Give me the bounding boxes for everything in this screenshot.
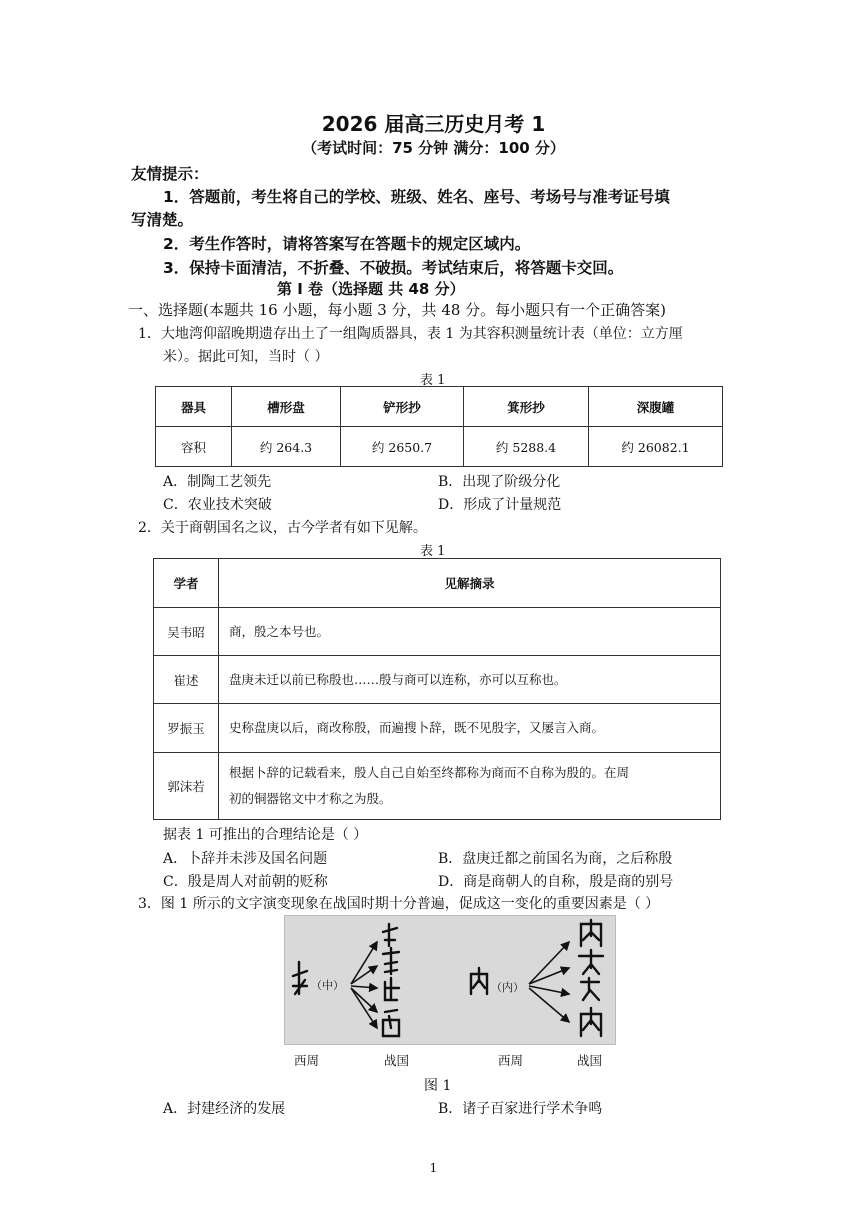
figure-label-right-from: 西周	[498, 1053, 524, 1068]
q2-header-cell: 见解摘录	[219, 559, 721, 608]
glyph-variant-3	[385, 978, 399, 1000]
q2-opinion: 盘庚未迁以前已称殷也……殷与商可以连称，亦可以互称也。	[219, 656, 721, 704]
figure-label-right-to: 战国	[577, 1053, 603, 1068]
q1-header-cell: 槽形盘	[232, 387, 341, 427]
q2-scholar-table	[153, 558, 721, 820]
q3-option-b: B．诸子百家进行学术争鸣	[438, 1101, 603, 1117]
arrows-zhong	[351, 942, 377, 1028]
glyph-variant-1	[581, 920, 601, 946]
q3-stem: 3．图 1 所示的文字演变现象在战国时期十分普遍，促成这一变化的重要因素是（ ）	[138, 896, 660, 912]
q2-opinion	[219, 753, 721, 820]
q1-value-cell: 约 2650.7	[341, 427, 464, 467]
q2-scholar-name: 郭沫若	[154, 753, 219, 820]
q1-stem-a: 1．大地湾仰韶晚期遗存出土了一组陶质器具，表 1 为其容积测量统计表（单位：立方厘	[138, 326, 683, 342]
q1-value-cell: 约 5288.4	[464, 427, 589, 467]
q3-option-a: A．封建经济的发展	[163, 1101, 286, 1117]
tip-line-1b: 写清楚。	[131, 211, 194, 229]
figure-caption: 图 1	[424, 1078, 452, 1094]
q1-value-cell: 约 264.3	[232, 427, 341, 467]
figure-1-script-evolution	[284, 915, 616, 1045]
q2-scholar-name: 崔述	[154, 656, 219, 704]
exam-title: 2026 届高三历史月考 1	[321, 112, 546, 136]
label-nei: （内）	[491, 981, 524, 994]
glyph-variant-4	[383, 1010, 399, 1036]
label-zhong: （中）	[311, 979, 344, 992]
exam-subtitle: （考试时间：75 分钟 满分：100 分）	[302, 139, 565, 157]
q2-opinion-line: 根据卜辞的记载看来，殷人自己自始至终都称为商而不自称为殷的。在周	[229, 765, 630, 780]
q1-volume-table	[155, 386, 723, 467]
q1-option-b: B．出现了阶级分化	[438, 474, 561, 490]
q2-scholar-name: 吴韦昭	[154, 608, 219, 656]
q1-header-cell: 箕形抄	[464, 387, 589, 427]
q1-header-cell: 器具	[156, 387, 232, 427]
tip-line-1a: 1．答题前，考生将自己的学校、班级、姓名、座号、考场号与准考证号填	[163, 188, 670, 206]
glyph-variant-2	[383, 948, 399, 974]
q2-opinion-line: 初的铜器铭文中才称之为殷。	[229, 791, 392, 806]
q2-option-d: D．商是商朝人的自称，殷是商的别号	[438, 874, 674, 890]
script-evolution-illustration	[285, 916, 615, 1044]
glyph-variant-3	[581, 978, 599, 1000]
glyph-zhong-western-zhou	[293, 962, 307, 994]
tip-line-2: 2．考生作答时，请将答案写在答题卡的规定区域内。	[163, 235, 531, 253]
glyph-variant-4	[581, 1008, 601, 1036]
glyphs-nei-warring-states	[579, 920, 603, 1036]
q2-stem: 2．关于商朝国名之议，古今学者有如下见解。	[138, 520, 427, 536]
q2-table-caption: 表 1	[420, 544, 446, 559]
q2-conclusion: 据表 1 可推出的合理结论是（ ）	[163, 827, 368, 843]
figure-label-left-from: 西周	[294, 1053, 320, 1068]
q1-table-caption: 表 1	[420, 373, 446, 388]
volume-header: 第 I 卷（选择题 共 48 分）	[277, 280, 465, 298]
q1-header-cell: 铲形抄	[341, 387, 464, 427]
q1-header-cell: 深腹罐	[589, 387, 723, 427]
q1-option-a: A．制陶工艺领先	[163, 474, 272, 490]
q1-row-label: 容积	[156, 427, 232, 467]
glyphs-zhong-warring-states	[383, 924, 399, 1036]
figure-label-left-to: 战国	[384, 1053, 410, 1068]
section-header: 一、选择题(本题共 16 小题，每小题 3 分，共 48 分。每小题只有一个正确答案)	[128, 301, 667, 319]
q1-option-c: C．农业技术突破	[163, 497, 272, 513]
q2-opinion: 商，殷之本号也。	[219, 608, 721, 656]
glyph-variant-1	[383, 924, 397, 946]
q2-opinion: 史称盘庚以后，商改称殷，而遍搜卜辞，既不见殷字，又屡言入商。	[219, 704, 721, 753]
q2-option-a: A．卜辞并未涉及国名问题	[163, 851, 328, 867]
page-number: 1	[429, 1161, 438, 1175]
q2-option-b: B．盘庚迁都之前国名为商，之后称殷	[438, 851, 673, 867]
tips-heading: 友情提示：	[131, 165, 209, 183]
q2-scholar-name: 罗振玉	[154, 704, 219, 753]
q1-stem-b: 米）。据此可知，当时（ ）	[163, 349, 329, 365]
q2-header-cell: 学者	[154, 559, 219, 608]
q2-option-c: C．殷是周人对前朝的贬称	[163, 874, 328, 890]
tip-line-3: 3．保持卡面清洁，不折叠、不破损。考试结束后，将答题卡交回。	[163, 259, 624, 277]
q1-value-cell: 约 26082.1	[589, 427, 723, 467]
glyph-variant-2	[579, 950, 603, 974]
arrows-nei	[529, 942, 569, 1022]
glyph-nei-western-zhou	[471, 968, 487, 994]
q1-option-d: D．形成了计量规范	[438, 497, 562, 513]
